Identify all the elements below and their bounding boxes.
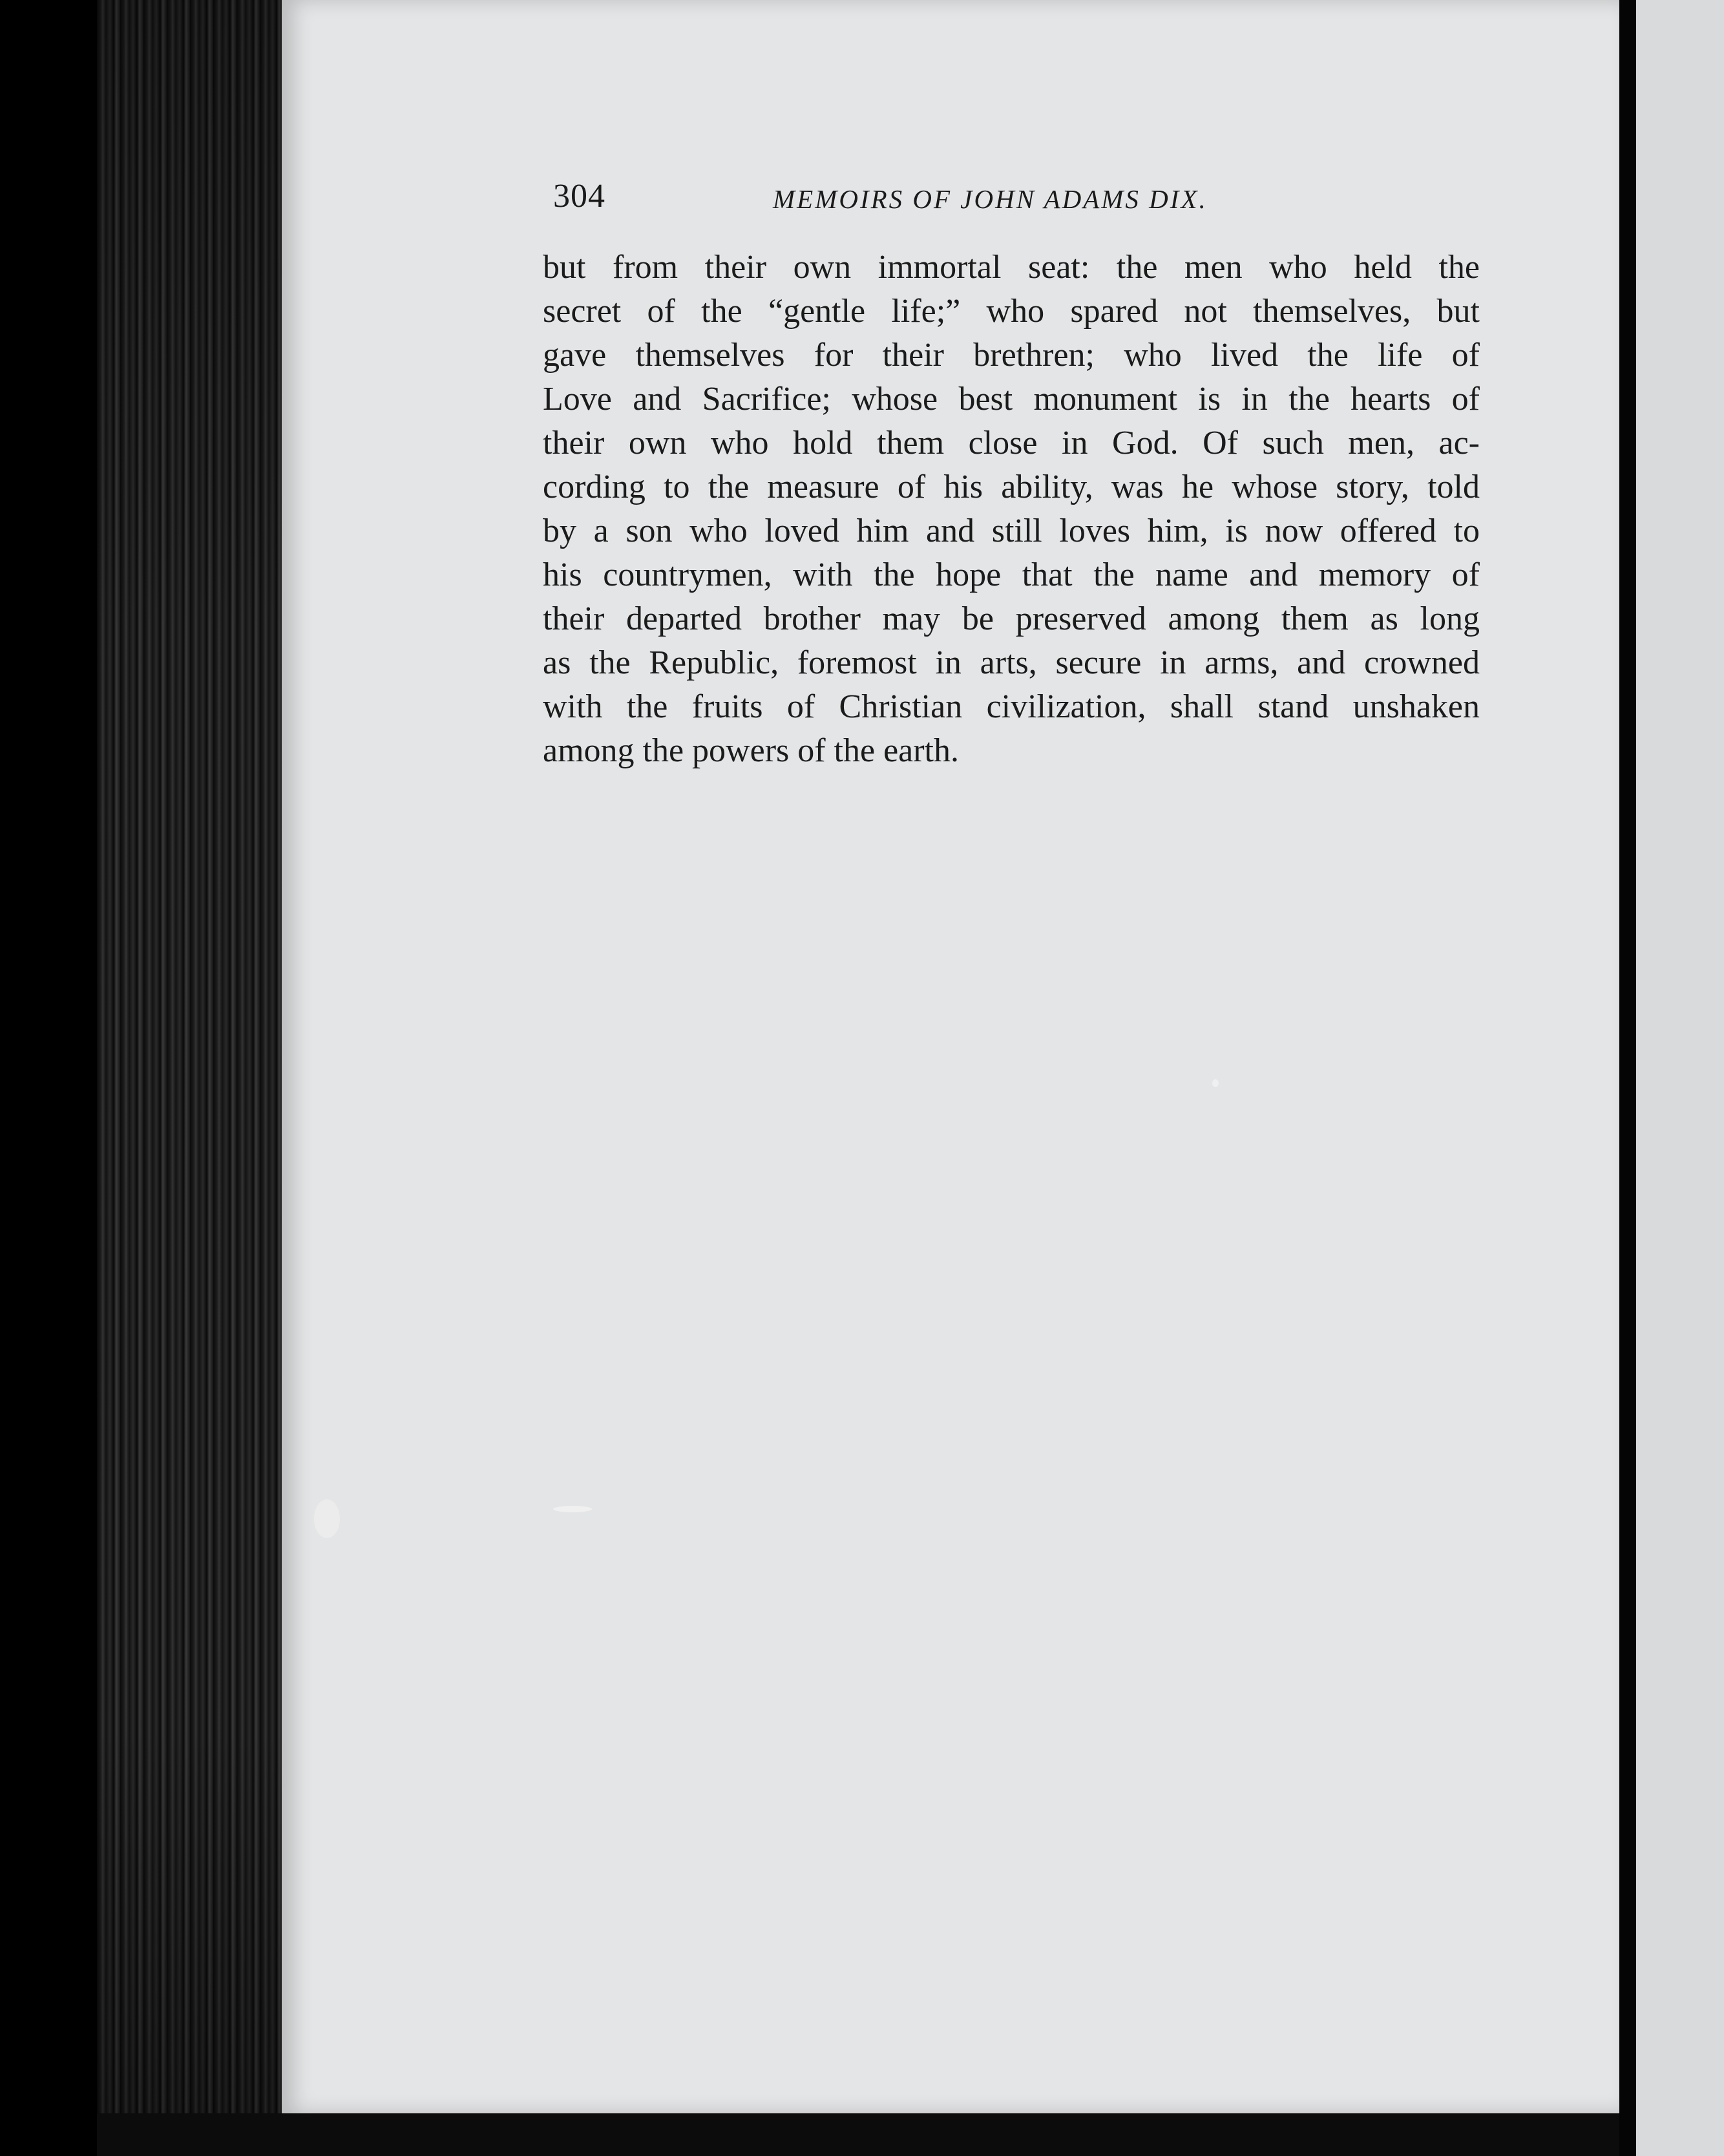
text-line: their own who hold them close in God. Of such men, ac- [543, 425, 1480, 461]
running-head-title: MEMOIRS OF JOHN ADAMS DIX. [773, 184, 1208, 214]
body-paragraph [543, 246, 1480, 773]
paper-speck [553, 1506, 592, 1512]
text-line: his countrymen, with the hope that the name and memory of [543, 556, 1480, 593]
text-line: cording to the measure of his ability, was he whose story, told [543, 469, 1480, 505]
bottom-shadow [97, 2113, 1619, 2156]
text-line: among the powers of the earth. [543, 732, 960, 769]
running-header [553, 176, 1270, 227]
paper-speck [1212, 1079, 1219, 1087]
text-line: Love and Sacrifice; whose best monument is in the hearts of [543, 381, 1480, 417]
text-line: as the Republic, foremost in arts, secure in arms, and crowned [543, 644, 1480, 681]
text-line: secret of the “gentle life;” who spared not themselves, but [543, 293, 1480, 330]
text-line: by a son who loved him and still loves him, is now offered to [543, 513, 1480, 549]
book-page-edges [97, 0, 291, 2156]
text-line: their departed brother may be preserved among them as long [543, 600, 1480, 637]
adjacent-page-edge [1636, 0, 1724, 2156]
text-line: but from their own immortal seat: the men who held the [543, 249, 1480, 286]
page-gutter [1619, 0, 1636, 2156]
page-number: 304 [553, 178, 605, 215]
text-line: with the fruits of Christian civilization, shall stand unshaken [543, 688, 1480, 725]
paper-speck [314, 1499, 340, 1538]
text-line: gave themselves for their brethren; who lived the life of [543, 337, 1480, 374]
